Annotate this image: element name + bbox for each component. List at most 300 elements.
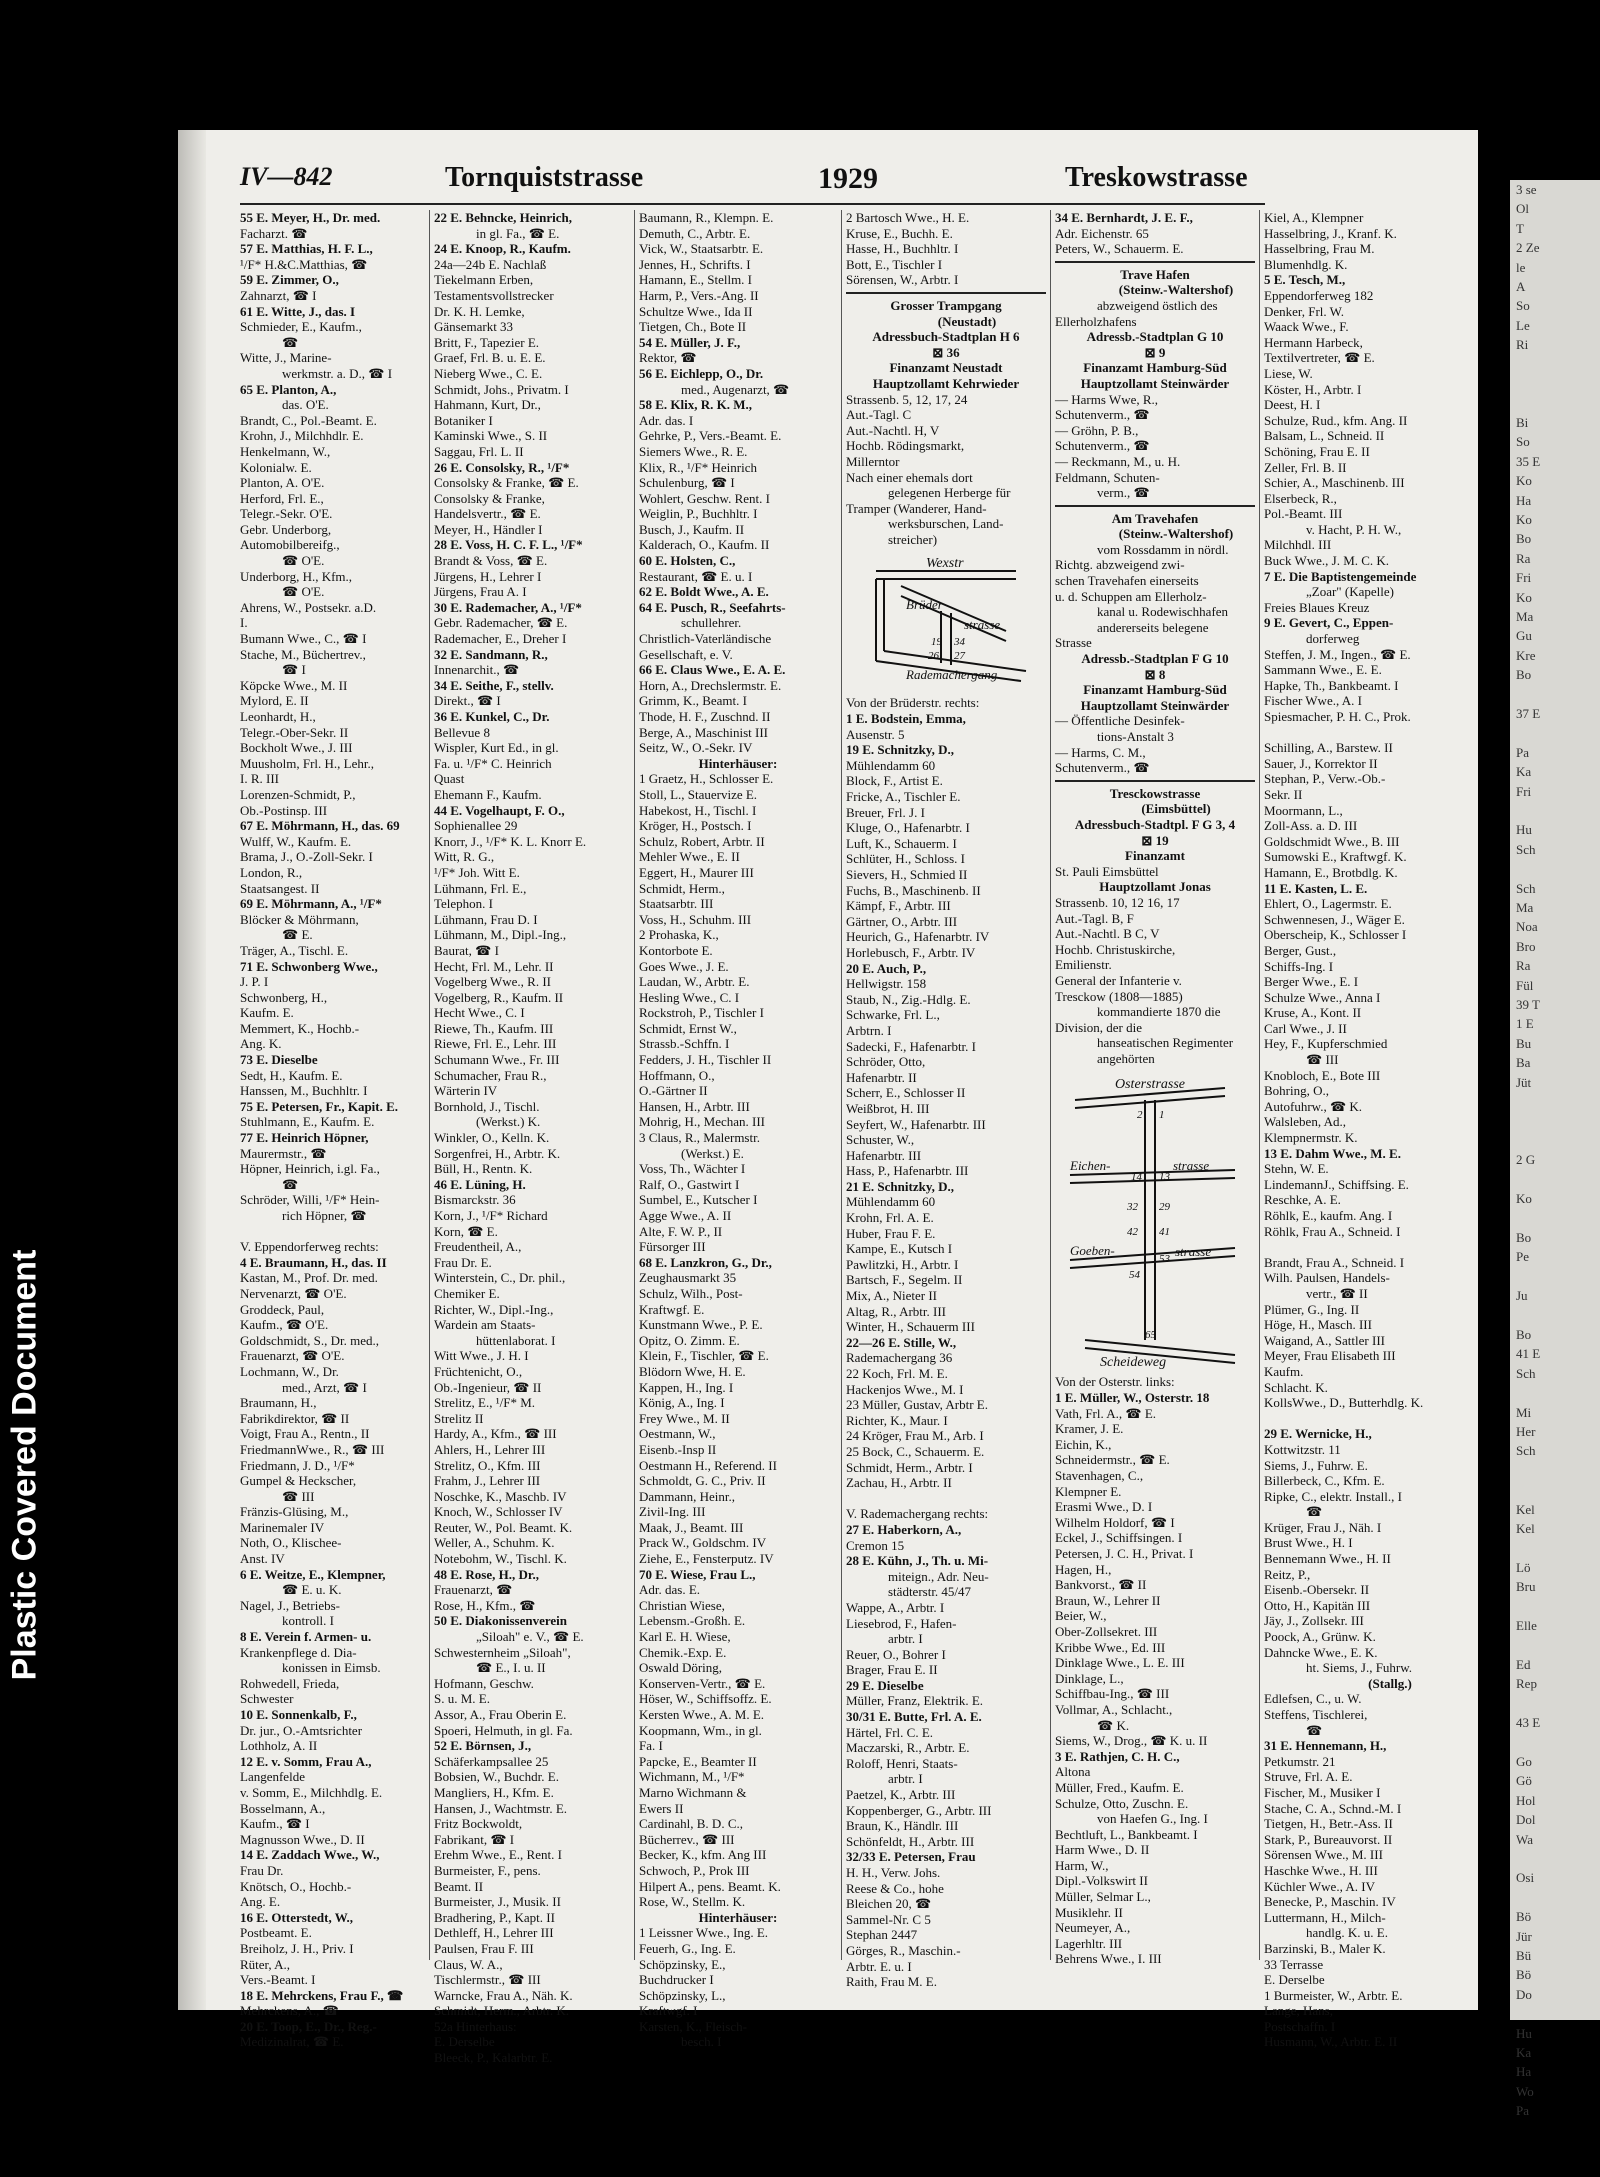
directory-line: Planton, A. O'E. [240, 475, 325, 491]
directory-line: 52a Hinterhaus: [434, 2018, 517, 2034]
adjacent-page-fragment: 35 E [1516, 453, 1541, 469]
directory-line: Bechtluft, L., Bankbeamt. I [1055, 1826, 1198, 1842]
directory-line: Benecke, P., Maschin. IV [1264, 1894, 1396, 1910]
directory-line: Scherr, E., Schlosser II [846, 1085, 966, 1101]
directory-line: Dinklage Wwe., L. E. III [1055, 1655, 1185, 1671]
directory-line: besch. I [681, 2034, 722, 2050]
directory-line: Kaufm., ☎ O'E. [240, 1317, 329, 1333]
directory-line: Gänsemarkt 33 [434, 319, 514, 335]
map-label-goeben: Goeben- [1070, 1243, 1115, 1259]
column-6 [1264, 210, 1474, 2050]
directory-line: Fa. u. ¹/F* C. Heinrich [434, 755, 552, 771]
directory-line: General der Infanterie v. [1055, 972, 1182, 988]
directory-line: Schutenverm., ☎ [1055, 438, 1150, 454]
directory-line: Kaminski Wwe., S. II [434, 428, 548, 444]
directory-line: Karsten, K., Fleisch- [639, 2018, 747, 2034]
directory-line: Reuer, O., Bohrer I [846, 1646, 946, 1662]
directory-line: Hackenjos Wwe., M. I [846, 1381, 964, 1397]
directory-line: I. R. III [240, 771, 279, 787]
directory-line: 11 E. Kasten, L. E. [1264, 880, 1368, 896]
directory-line: Voss, Th., Wächter I [639, 1161, 746, 1177]
map-label-53: 53 [1159, 1253, 1170, 1266]
adjacent-page-fragment: Bo [1516, 667, 1532, 683]
adjacent-page-fragment: Ko [1516, 511, 1532, 527]
directory-line: Sorgenfrei, H., Arbtr. K. [434, 1145, 561, 1161]
directory-line: Chemik.-Exp. E. [639, 1644, 727, 1660]
adjacent-page-fragment: Ha [1516, 2064, 1532, 2080]
directory-line: Schäferkampsallee 25 [434, 1753, 549, 1769]
directory-line: Goes Wwe., J. E. [639, 958, 729, 974]
directory-line: Höser, W., Schiffsoffz. E. [639, 1691, 772, 1707]
directory-line: 12 E. v. Somm, Frau A., [240, 1753, 372, 1769]
adjacent-page-fragment: Ma [1516, 608, 1534, 624]
directory-line: tions-Anstalt 3 [1097, 729, 1174, 744]
directory-line: Oswald Döring, [639, 1660, 723, 1676]
directory-line: Krohn, J., Milchhdlr. E. [240, 428, 364, 444]
directory-line: (Neustadt) [937, 313, 997, 329]
directory-line: Bellevue 8 [434, 724, 490, 740]
directory-line: Adr. das. E. [639, 1582, 701, 1598]
adjacent-page-fragment: Lö [1516, 1559, 1531, 1575]
directory-line: Kottwitzstr. 11 [1264, 1441, 1341, 1457]
directory-line: Gehrke, P., Vers.-Beamt. E. [639, 428, 782, 444]
directory-line: Bosselmann, A., [240, 1800, 326, 1816]
directory-line: miteign., Adr. Neu- [888, 1568, 989, 1584]
directory-line: Arbtr. E. u. I [846, 1958, 912, 1974]
directory-line: Brust Wwe., H. I [1264, 1535, 1353, 1551]
directory-line: Hesling Wwe., C. I [639, 989, 740, 1005]
directory-line: 44 E. Vogelhaupt, F. O., [434, 802, 565, 818]
directory-line: Krohn, Frl. A. E. [846, 1210, 934, 1226]
directory-line: Eckel, J., Schiffsingen. I [1055, 1530, 1183, 1546]
directory-line: 19 E. Schnitzky, D., [846, 742, 954, 758]
directory-line: Reese & Co., hohe [846, 1880, 944, 1896]
directory-line: Wärterin IV [434, 1083, 498, 1099]
directory-line: Bennemann Wwe., H. II [1264, 1551, 1391, 1567]
directory-line: Prack W., Goldschm. IV [639, 1535, 767, 1551]
directory-line: Zeller, Frl. B. II [1264, 459, 1347, 475]
directory-line: Kribbe Wwe., Ed. III [1055, 1639, 1166, 1655]
directory-line: Kersten Wwe., A. M. E. [639, 1707, 765, 1722]
adjacent-page-fragment: Noa [1516, 919, 1538, 935]
directory-line: Thode, H. F., Zuschnd. II [639, 709, 771, 724]
directory-line: E. Derselbe [1264, 1972, 1325, 1988]
directory-line: Schultze Wwe., Ida II [639, 303, 753, 319]
directory-line: 28 E. Kühn, J., Th. u. Mi- [846, 1553, 989, 1569]
directory-line: Görges, R., Maschin.- [846, 1942, 961, 1958]
directory-line: Postbeamt. E. [240, 1925, 312, 1941]
directory-line: abzweigend östlich des [1097, 297, 1218, 313]
directory-line: Hinterhäuser: [698, 1909, 778, 1925]
directory-line: Knoch, W., Schlosser IV [434, 1504, 563, 1520]
directory-line: kanal u. Rodewischhafen [1097, 604, 1229, 620]
directory-line: Finanzamt Neustadt [889, 360, 1003, 376]
column-divider [1259, 210, 1260, 1960]
directory-line: 3 Claus, R., Malermstr. [639, 1130, 760, 1146]
directory-line: Division, der die [1055, 1019, 1143, 1035]
directory-line: Blumenhdlg. K. [1264, 256, 1348, 272]
directory-line: Chemiker E. [434, 1285, 500, 1301]
directory-line: Harm, W., [1055, 1857, 1109, 1873]
adjacent-page-fragment [1510, 355, 1600, 374]
directory-line: ☎ K. [1097, 1717, 1130, 1733]
directory-line: Peters, W., Schauerm. E. [1055, 241, 1184, 257]
directory-line: Reschke, A. E. [1264, 1192, 1341, 1208]
adjacent-page-fragment: 1 E [1516, 1016, 1534, 1032]
directory-line: Oberscheip, K., Schlosser I [1264, 927, 1407, 943]
directory-line: Trave Hafen [1120, 266, 1190, 282]
directory-line: Bradhering, P., Kapt. II [434, 1909, 555, 1925]
directory-line: Sedt, H., Kaufm. E. [240, 1067, 343, 1083]
directory-line: Billerbeck, C., Kfm. E. [1264, 1473, 1385, 1489]
directory-line: Alte, F. W. P., II [639, 1223, 723, 1239]
directory-line: Mehler Wwe., E. II [639, 849, 740, 865]
directory-line: „Zoar" (Kapelle) [1306, 584, 1394, 600]
map-label-42: 42 [1127, 1226, 1138, 1239]
section-rule [1055, 505, 1255, 507]
directory-line: Klempner E. [1055, 1483, 1122, 1499]
directory-line: Schmidt, Johs., Privatm. I [434, 381, 569, 397]
directory-line: Rose, W., Stellm. K. [639, 1894, 746, 1910]
directory-line: Pawlitzki, H., Arbtr. I [846, 1256, 959, 1272]
directory-line: Schwester [240, 1691, 294, 1707]
directory-line: Assor, A., Frau Oberin E. [434, 1707, 567, 1722]
directory-line: Sadecki, F., Hafenarbtr. I [846, 1038, 976, 1054]
directory-line: Bott, E., Tischler I [846, 256, 943, 272]
adjacent-page-fragment: Kre [1516, 647, 1536, 663]
directory-line: Adr. das. I [639, 412, 694, 428]
directory-line: Stavenhagen, C., [1055, 1468, 1144, 1484]
directory-line: Christlich-Vaterländische [639, 631, 772, 647]
directory-line: Adressbuch-Stadtplan H 6 [872, 329, 1020, 345]
directory-line: 66 E. Claus Wwe., E. A. E. [639, 662, 786, 678]
directory-line: 57 E. Matthias, H. F. L., [240, 241, 373, 257]
directory-line: Fa. I [639, 1738, 663, 1754]
directory-line: Facharzt. ☎ [240, 225, 308, 241]
directory-line: Reuter, W., Pol. Beamt. K. [434, 1519, 573, 1535]
directory-line: Korn, J., ¹/F* Richard [434, 1208, 548, 1223]
adjacent-page-fragment: Bö [1516, 1967, 1532, 1983]
directory-line: London, R., [240, 864, 303, 880]
directory-line: Hagen, H., [1055, 1561, 1112, 1577]
adjacent-page-fragment: Bro [1516, 938, 1536, 954]
directory-line: Staatsarbtr. III [639, 896, 714, 912]
directory-line: handlg. K. u. E. [1306, 1925, 1388, 1941]
directory-line: Kastan, M., Prof. Dr. med. [240, 1270, 378, 1286]
directory-line: Witt Wwe., J. H. I [434, 1348, 529, 1364]
directory-line: Direkt., ☎ I [434, 693, 501, 709]
directory-line: Schutenverm., ☎ [1055, 760, 1150, 776]
directory-line: hanseatischen Regimenter [1097, 1035, 1234, 1051]
directory-line: Ob.-Postinsp. III [240, 802, 328, 818]
directory-line: Klix, R., ¹/F* Heinrich [639, 459, 758, 475]
map-label-13: 13 [1159, 1171, 1170, 1184]
directory-line: Botaniker I [434, 412, 493, 428]
directory-line: Zivil-Ing. III [639, 1504, 706, 1520]
directory-line: Fränzis-Glüsing, M., [240, 1504, 349, 1520]
directory-line: Staub, N., Zig.-Hdlg. E. [846, 991, 971, 1007]
directory-line: Carl Wwe., J. II [1264, 1020, 1347, 1036]
directory-line: Heurich, G., Hafenarbtr. IV [846, 929, 990, 945]
adjacent-page-fragment [1510, 1209, 1600, 1228]
directory-line: Moormann, L., [1264, 802, 1343, 818]
directory-line: Handelsvertr., ☎ E. [434, 506, 541, 522]
adjacent-page-fragment: Ba [1516, 1055, 1531, 1071]
directory-line: Becker, K., kfm. Ang III [639, 1847, 767, 1863]
directory-line: Stuhlmann, E., Kaufm. E. [240, 1114, 375, 1130]
directory-line: Hafenarbtr. III [846, 1147, 922, 1163]
adjacent-page-fragment [1510, 685, 1600, 704]
directory-line: Mühlendamm 60 [846, 757, 936, 773]
directory-line: Emilienstr. [1055, 957, 1112, 973]
directory-line: Winter, H., Schauerm III [846, 1319, 975, 1335]
directory-line: Fedders, J. H., Tischler II [639, 1052, 772, 1068]
directory-line: Frauenarzt, ☎ [434, 1582, 513, 1598]
map-label-osterstrasse: Osterstrasse [1115, 1077, 1186, 1093]
directory-line: 67 E. Möhrmann, H., das. 69 [240, 818, 400, 834]
directory-line: 70 E. Wiese, Frau L., [639, 1566, 756, 1582]
directory-line: 1 E. Bodstein, Emma, [846, 711, 966, 727]
directory-line: Meyer, Frau Elisabeth III [1264, 1348, 1396, 1364]
directory-line: Luttermann, H., Milch- [1264, 1909, 1386, 1925]
directory-line: von Haefen G., Ing. I [1097, 1811, 1208, 1827]
directory-line: Bleichen 20, ☎ [846, 1896, 932, 1912]
directory-line: ☎ [282, 334, 299, 350]
directory-line: Strassenb. 5, 12, 17, 24 [846, 391, 968, 407]
directory-line: Hauptzollamt Steinwärder [1080, 375, 1230, 391]
directory-line: 65 E. Planton, A., [240, 381, 337, 397]
adjacent-page-fragment: Ol [1516, 201, 1529, 217]
directory-line: Bankvorst., ☎ II [1055, 1577, 1147, 1593]
adjacent-page-fragment: Pe [1516, 1249, 1529, 1265]
directory-line: Schöpzinsky, L., [639, 1987, 726, 2003]
map-label-strasse: strasse [964, 617, 1001, 633]
directory-line: Burmeister, F., pens. [434, 1862, 541, 1878]
directory-line: Freies Blaues Kreuz [1264, 599, 1370, 615]
directory-line: Busch, J., Kaufm. II [639, 521, 745, 537]
directory-line: 59 E. Zimmer, O., [240, 272, 339, 288]
directory-line: 26 E. Consolsky, R., ¹/F* [434, 459, 570, 475]
directory-line: Röhlk, E., kaufm. Ang. I [1264, 1208, 1393, 1223]
directory-line: Notebohm, W., Tischl. K. [434, 1551, 567, 1567]
map-label-65: 65 [1145, 1329, 1156, 1342]
directory-line: Tiekelmann Erben, [434, 272, 534, 288]
adjacent-page-fragment [1510, 1733, 1600, 1752]
directory-line: Büll, H., Rentn. K. [434, 1161, 533, 1177]
directory-line: Langenfelde [240, 1769, 305, 1785]
directory-line: Hermann Harbeck, [1264, 334, 1363, 350]
map-label-19: 19 [931, 636, 942, 649]
directory-line: Nagel, J., Betriebs- [240, 1597, 341, 1613]
directory-line: Gumpel & Heckscher, [240, 1473, 357, 1489]
directory-line: Aut.-Nachtl. B C, V [1055, 926, 1160, 942]
directory-line: Lagerhltr. III [1055, 1935, 1123, 1951]
directory-line: Knötsch, O., Hochb.- [240, 1878, 352, 1894]
adjacent-page-edge [1510, 180, 1600, 2119]
directory-line: streicher) [888, 531, 938, 547]
directory-line [1264, 725, 1474, 741]
directory-line: Stephan, P., Verw.-Ob.- [1264, 771, 1386, 787]
directory-line [1264, 1239, 1474, 1255]
directory-line: Schneidermstr., ☎ E. [1055, 1452, 1170, 1468]
directory-line: Höpner, Heinrich, i.gl. Fa., [240, 1161, 380, 1177]
directory-line: Frau Dr. [240, 1862, 284, 1878]
directory-line: 1 Burmeister, W., Arbtr. E. [1264, 1987, 1403, 2003]
directory-line: Plümer, G., Ing. II [1264, 1301, 1360, 1317]
adjacent-page-fragment: Bö [1516, 1909, 1532, 1925]
directory-line: arbtr. I [888, 1631, 923, 1647]
directory-line: Rose, H., Kfm., ☎ [434, 1597, 536, 1613]
directory-line: Schmidt, Herm., Arbtr. I [846, 1459, 973, 1475]
directory-line: Siems, W., Drog., ☎ K. u. II [1055, 1733, 1208, 1749]
directory-line: Kramer, J. E. [1055, 1421, 1124, 1437]
adjacent-page-fragment: Osi [1516, 1870, 1535, 1886]
directory-line: (Steinw.-Waltershof) [1118, 282, 1234, 298]
directory-line: Kontorbote E. [639, 942, 713, 958]
directory-line: Gesellschaft, e. V. [639, 646, 733, 662]
directory-line: Bücherrev., ☎ III [639, 1831, 735, 1847]
directory-line: arbtr. I [888, 1771, 923, 1787]
directory-line: med., Augenarzt, ☎ [681, 381, 790, 397]
directory-line: 36 E. Kunkel, C., Dr. [434, 709, 550, 724]
map-label-26: 26 [928, 650, 939, 663]
directory-line: Lange, Hans, [1264, 2003, 1333, 2019]
adjacent-page-fragment: Elle [1516, 1618, 1537, 1634]
directory-line: Hinterhäuser: [698, 755, 778, 771]
directory-line: Waigand, A., Sattler III [1264, 1332, 1385, 1348]
directory-line: 1 Leissner Wwe., Ing. E. [639, 1925, 769, 1941]
map-label-34: 34 [954, 636, 965, 649]
directory-line: KollsWwe., D., Butterhdlg. K. [1264, 1395, 1424, 1411]
directory-line: Fabrikant, ☎ I [434, 1831, 515, 1847]
map-label-brueder: Brüder [906, 597, 943, 613]
adjacent-page-fragment: 37 E [1516, 705, 1541, 721]
directory-line: Restaurant, ☎ E. u. I [639, 568, 753, 584]
directory-line: Höge, H., Masch. III [1264, 1317, 1372, 1333]
directory-line: Kampe, E., Kutsch I [846, 1241, 953, 1257]
map-label-2: 2 [1137, 1109, 1143, 1122]
page-gutter-shadow [178, 130, 206, 2010]
directory-line: Baurat, ☎ I [434, 942, 499, 958]
directory-line: Medizinalrat, ☎ E. [240, 2034, 344, 2050]
directory-line: Balsam, L., Schneid. II [1264, 428, 1385, 444]
directory-line: Strelitz II [434, 1410, 484, 1426]
directory-line: 3 E. Rathjen, C. H. C., [1055, 1748, 1180, 1764]
adjacent-page-fragment [1510, 1694, 1600, 1713]
directory-line: Steffen, J. M., Ingen., ☎ E. [1264, 646, 1411, 662]
directory-line: Berge, A., Maschinist III [639, 724, 769, 740]
directory-line: — Reckmann, M., u. H. [1055, 453, 1181, 469]
adjacent-page-fragment [1510, 1092, 1600, 1111]
directory-line: Aut.-Nachtl. H, V [846, 422, 940, 438]
directory-line: ☎ [1306, 1722, 1323, 1738]
directory-line: Demuth, C., Arbtr. E. [639, 225, 751, 241]
directory-line: Schwonberg, H., [240, 989, 328, 1005]
directory-line: Strassb.-Schffn. I [639, 1036, 730, 1052]
directory-line: Hasselbring, Frau M. [1264, 241, 1375, 257]
directory-line: Bartsch, F., Segelm. II [846, 1272, 963, 1288]
directory-line: Paulsen, Frau F. III [434, 1940, 534, 1956]
map-label-27: 27 [954, 650, 965, 663]
adjacent-page-fragment: Fri [1516, 783, 1532, 799]
directory-line: Magnusson Wwe., D. II [240, 1831, 365, 1847]
directory-line: Küchler Wwe., A. IV [1264, 1878, 1375, 1894]
directory-line: Eisenb.-Insp II [639, 1441, 717, 1457]
directory-line: Krankenpflege d. Dia- [240, 1644, 357, 1660]
directory-line: Koppenberger, G., Arbtr. III [846, 1802, 992, 1818]
adjacent-page-fragment: Dol [1516, 1812, 1536, 1828]
directory-line: Bismarckstr. 36 [434, 1192, 516, 1208]
directory-line: Spiesmacher, P. H. C., Prok. [1264, 709, 1411, 724]
directory-line: Noth, O., Klischee- [240, 1535, 342, 1551]
directory-line: Richtg. abzweigend zwi- [1055, 557, 1185, 573]
directory-line: ¹/F* Joh. Witt E. [434, 864, 520, 880]
directory-line: konissen in Eimsb. [282, 1660, 381, 1676]
directory-line: 24a—24b E. Nachlaß [434, 256, 547, 272]
directory-line: hüttenlaborat. I [476, 1332, 556, 1348]
directory-line: Finanzamt Hamburg-Süd [1083, 360, 1227, 376]
directory-line: schullehrer. [681, 615, 742, 631]
directory-line: 60 E. Holsten, C., [639, 553, 736, 569]
directory-line: St. Pauli Eimsbüttel [1055, 863, 1159, 879]
directory-line: Grimm, K., Beamt. I [639, 693, 747, 709]
directory-line: Strasse [1055, 635, 1092, 651]
directory-line: rich Höpner, ☎ [282, 1208, 367, 1223]
directory-line: Kalderach, O., Kaufm. II [639, 537, 770, 553]
directory-line: Sophienallee 29 [434, 818, 518, 834]
directory-line: Fuchs, B., Maschinenb. II [846, 882, 981, 898]
adjacent-page-fragment: Le [1516, 317, 1530, 333]
directory-line: Braun, W., Lehrer II [1055, 1592, 1161, 1608]
directory-line: Nieberg Wwe., C. E. [434, 365, 543, 381]
directory-line: vom Rossdamm in nördl. [1097, 541, 1229, 557]
directory-line: Korn, ☎ E. [434, 1223, 498, 1239]
directory-line: Breiholz, J. H., Priv. I [240, 1940, 354, 1956]
directory-line: Freudentheil, A., [434, 1239, 522, 1255]
directory-line: 22 Koch, Frl. M. E. [846, 1366, 948, 1381]
directory-line: König, A., Ing. I [639, 1395, 725, 1411]
directory-line: Vogelberg Wwe., R. II [434, 974, 551, 990]
directory-line: Siemers Wwe., R. E. [639, 443, 748, 459]
adjacent-page-fragment [1510, 1480, 1600, 1499]
directory-line: 6 E. Weitze, E., Klempner, [240, 1566, 386, 1582]
directory-line: Muusholm, Frl. H., Lehr., [240, 755, 374, 771]
section-rule [846, 292, 1046, 294]
directory-line: Brager, Frau E. II [846, 1662, 938, 1678]
adjacent-page-fragment: So [1516, 298, 1530, 314]
directory-line: Ehemann F., Kaufm. [434, 786, 542, 802]
directory-line: Altona [1055, 1764, 1091, 1780]
directory-line: ☎ III [282, 1488, 315, 1504]
directory-line: Sammel-Nr. C 5 [846, 1911, 931, 1927]
directory-line: Brandt, C., Pol.-Beamt. E. [240, 412, 377, 428]
directory-line: 22 E. Behncke, Heinrich, [434, 210, 572, 225]
directory-line: Leonhardt, H., [240, 709, 316, 724]
directory-line: Britt, F., Tapezier E. [434, 334, 540, 350]
directory-line: Siems, J., Fuhrw. E. [1264, 1457, 1368, 1473]
adjacent-page-fragment: Sch [1516, 880, 1536, 896]
directory-line: vertr., ☎ II [1306, 1285, 1368, 1301]
directory-line: Claus, W. A., [434, 1956, 503, 1972]
directory-line: 5 E. Tesch, M., [1264, 272, 1346, 288]
adjacent-page-fragment: Bo [1516, 1326, 1532, 1342]
adjacent-page-fragment [1510, 1461, 1600, 1480]
directory-line: Eppendorferweg 182 [1264, 287, 1374, 303]
directory-line: Dr. jur., O.-Amtsrichter [240, 1722, 363, 1738]
directory-line: Bobsien, W., Buchdr. E. [434, 1769, 559, 1785]
directory-line: Koopmann, Wm., in gl. [639, 1722, 762, 1738]
directory-line: u. d. Schuppen am Ellerholz- [1055, 588, 1207, 604]
